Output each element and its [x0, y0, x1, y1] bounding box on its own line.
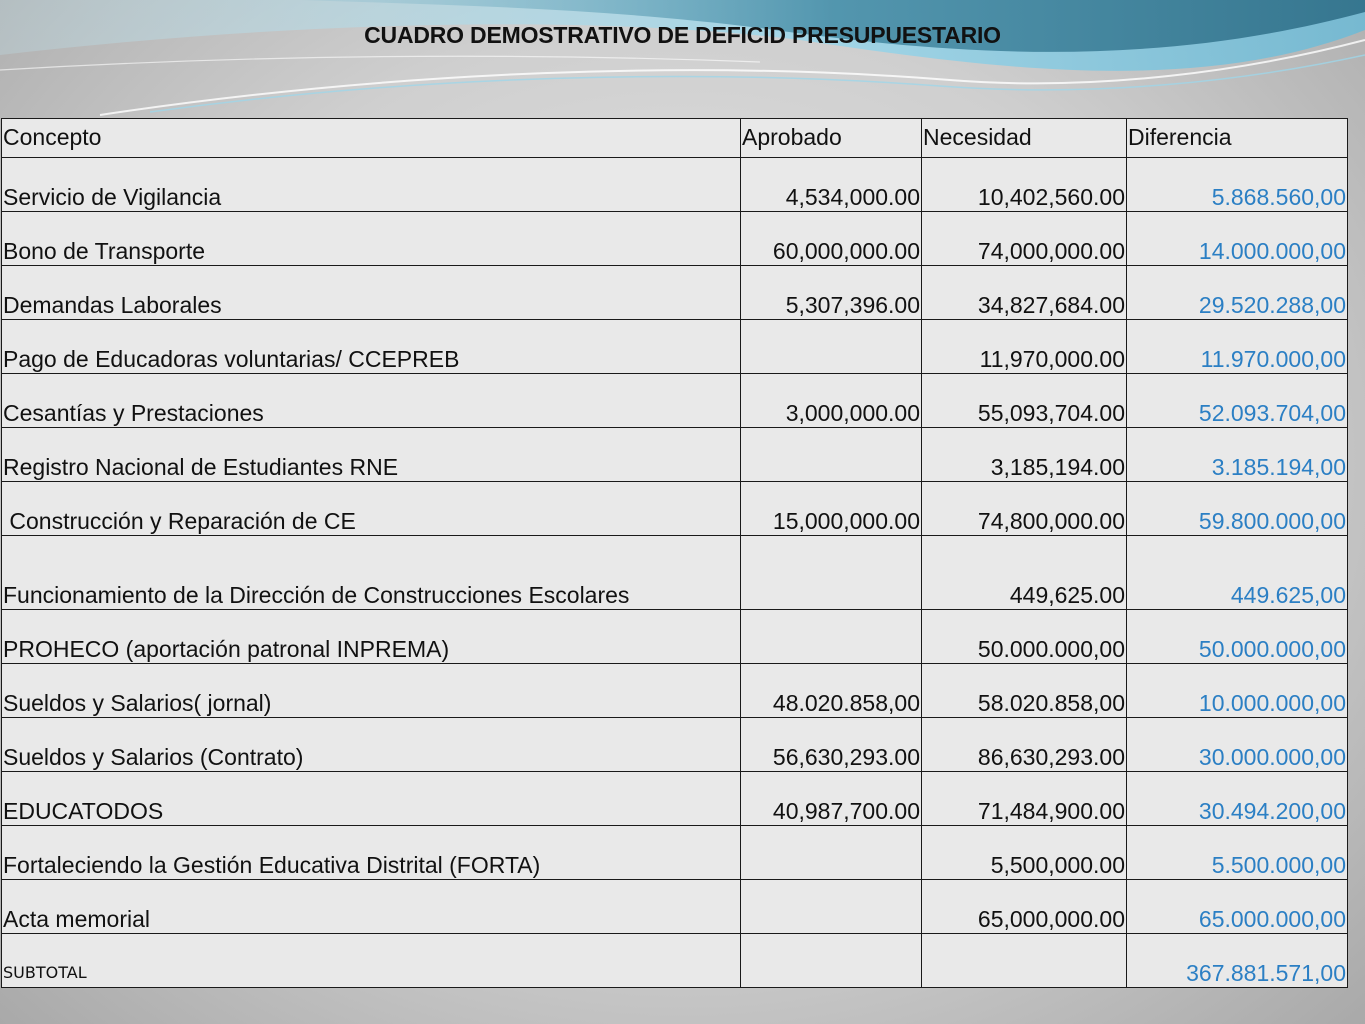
table-row	[2, 428, 1348, 482]
cell-aprobado: 48.020.858,00	[741, 664, 922, 718]
cell-diferencia: 29.520.288,00	[1127, 266, 1348, 320]
cell-aprobado	[741, 610, 922, 664]
cell-aprobado	[741, 428, 922, 482]
table-row	[2, 320, 1348, 374]
cell-concepto: Demandas Laborales	[2, 266, 741, 320]
cell-aprobado: 5,307,396.00	[741, 266, 922, 320]
table-row	[2, 374, 1348, 428]
cell-aprobado: 3,000,000.00	[741, 374, 922, 428]
table-header-row	[2, 119, 1348, 158]
cell-diferencia: 59.800.000,00	[1127, 482, 1348, 536]
table-row	[2, 772, 1348, 826]
cell-diferencia: 52.093.704,00	[1127, 374, 1348, 428]
cell-aprobado	[741, 880, 922, 934]
cell-necesidad: 34,827,684.00	[922, 266, 1127, 320]
header-aprobado: Aprobado	[741, 119, 922, 158]
table-row	[2, 718, 1348, 772]
cell-concepto: EDUCATODOS	[2, 772, 741, 826]
subtotal-row	[2, 934, 1348, 988]
cell-diferencia: 11.970.000,00	[1127, 320, 1348, 374]
cell-concepto: Funcionamiento de la Dirección de Construcciones Escolares	[2, 536, 741, 610]
table-row	[2, 536, 1348, 610]
cell-diferencia: 5.868.560,00	[1127, 158, 1348, 212]
table-row	[2, 880, 1348, 934]
cell-diferencia: 14.000.000,00	[1127, 212, 1348, 266]
table-row	[2, 266, 1348, 320]
cell-necesidad: 71,484,900.00	[922, 772, 1127, 826]
cell-aprobado: 15,000,000.00	[741, 482, 922, 536]
table-row	[2, 826, 1348, 880]
subtotal-diferencia: 367.881.571,00	[1127, 934, 1348, 988]
cell-necesidad: 58.020.858,00	[922, 664, 1127, 718]
cell-concepto: Acta memorial	[2, 880, 741, 934]
cell-necesidad: 74,800,000.00	[922, 482, 1127, 536]
cell-aprobado: 60,000,000.00	[741, 212, 922, 266]
cell-aprobado	[741, 536, 922, 610]
page-title: CUADRO DEMOSTRATIVO DE DEFICID PRESUPUESTARIO	[364, 22, 1001, 48]
cell-aprobado: 40,987,700.00	[741, 772, 922, 826]
cell-diferencia: 30.494.200,00	[1127, 772, 1348, 826]
cell-concepto: Pago de Educadoras voluntarias/ CCEPREB	[2, 320, 741, 374]
cell-necesidad: 74,000,000.00	[922, 212, 1127, 266]
cell-necesidad: 5,500,000.00	[922, 826, 1127, 880]
table-row	[2, 212, 1348, 266]
subtotal-label: SUBTOTAL	[2, 934, 741, 988]
header-concepto: Concepto	[2, 119, 741, 158]
cell-concepto: Sueldos y Salarios( jornal)	[2, 664, 741, 718]
cell-necesidad: 55,093,704.00	[922, 374, 1127, 428]
decorative-wave-header	[0, 0, 1365, 130]
subtotal-aprobado	[741, 934, 922, 988]
table-row	[2, 610, 1348, 664]
cell-concepto: Sueldos y Salarios (Contrato)	[2, 718, 741, 772]
cell-aprobado: 56,630,293.00	[741, 718, 922, 772]
cell-diferencia: 10.000.000,00	[1127, 664, 1348, 718]
cell-aprobado: 4,534,000.00	[741, 158, 922, 212]
cell-diferencia: 449.625,00	[1127, 536, 1348, 610]
cell-necesidad: 50.000.000,00	[922, 610, 1127, 664]
cell-diferencia: 3.185.194,00	[1127, 428, 1348, 482]
budget-deficit-table	[1, 118, 1348, 988]
cell-aprobado	[741, 826, 922, 880]
cell-necesidad: 3,185,194.00	[922, 428, 1127, 482]
table-row	[2, 664, 1348, 718]
cell-concepto: Servicio de Vigilancia	[2, 158, 741, 212]
cell-necesidad: 65,000,000.00	[922, 880, 1127, 934]
cell-necesidad: 11,970,000.00	[922, 320, 1127, 374]
cell-concepto: PROHECO (aportación patronal INPREMA)	[2, 610, 741, 664]
cell-diferencia: 50.000.000,00	[1127, 610, 1348, 664]
cell-aprobado	[741, 320, 922, 374]
cell-concepto: Cesantías y Prestaciones	[2, 374, 741, 428]
table-row	[2, 482, 1348, 536]
cell-diferencia: 65.000.000,00	[1127, 880, 1348, 934]
cell-diferencia: 5.500.000,00	[1127, 826, 1348, 880]
cell-necesidad: 449,625.00	[922, 536, 1127, 610]
header-necesidad: Necesidad	[922, 119, 1127, 158]
cell-concepto: Registro Nacional de Estudiantes RNE	[2, 428, 741, 482]
cell-diferencia: 30.000.000,00	[1127, 718, 1348, 772]
cell-concepto: Fortaleciendo la Gestión Educativa Distrital (FORTA)	[2, 826, 741, 880]
cell-concepto: Bono de Transporte	[2, 212, 741, 266]
cell-concepto: Construcción y Reparación de CE	[2, 482, 741, 536]
cell-necesidad: 10,402,560.00	[922, 158, 1127, 212]
header-diferencia: Diferencia	[1127, 119, 1348, 158]
table-row	[2, 158, 1348, 212]
subtotal-necesidad	[922, 934, 1127, 988]
cell-necesidad: 86,630,293.00	[922, 718, 1127, 772]
